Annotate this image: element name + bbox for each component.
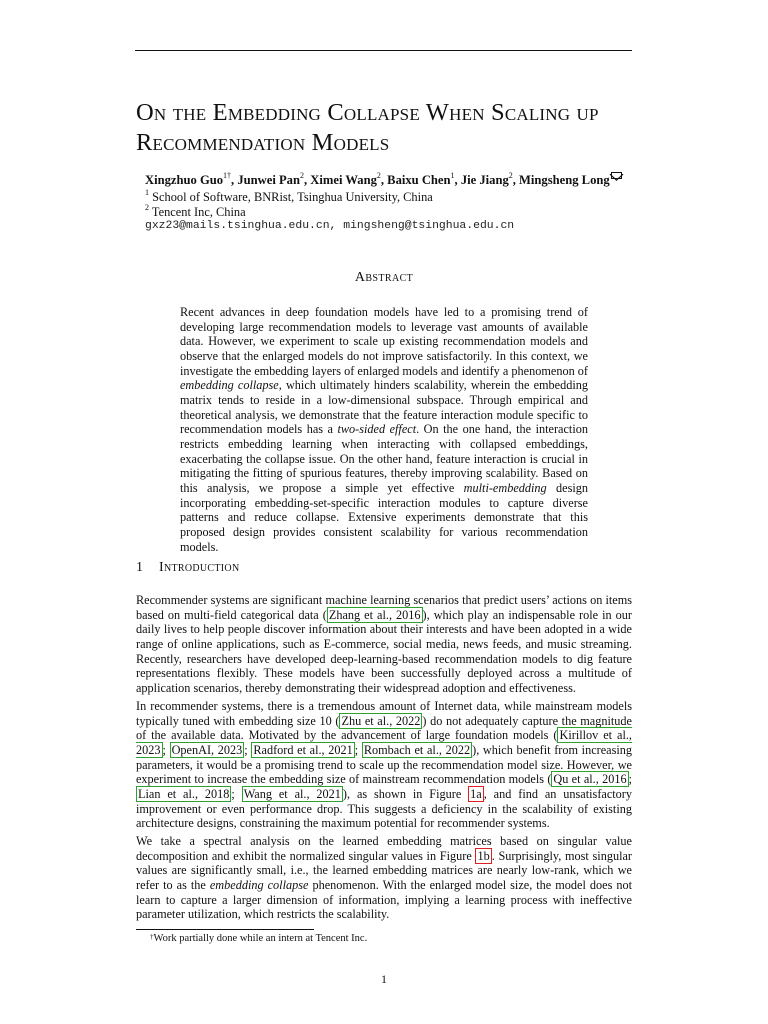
paragraph-text: ), which play an indispensable role in our daily lives to help people discover information about their interests and have been adopted in a wide range of online applications, such as E-commerce, social media, news feeds, and music streaming. Recently, researchers have developed deep-learning-based recommendation models to dig feature representations flexibly. These models have been successfully deployed across a multitude of application scenarios, thereby demonstrating their widespread adoption and effectiveness. — [136, 607, 632, 695]
citation-link[interactable]: Qu et al., 2016 — [553, 772, 627, 787]
author-sup: 1† — [223, 171, 232, 180]
section-title: Introduction — [159, 560, 240, 575]
author-name: Junwei Pan — [237, 173, 300, 187]
affiliation-2 — [145, 205, 246, 220]
author-name: Baixu Chen — [387, 173, 451, 187]
citation-link[interactable]: Radford et al., 2021 — [253, 742, 353, 757]
page-number: 1 — [381, 972, 387, 986]
paragraph-text: In recommender systems, there is a tremendous amount of Internet data, while mainstream models typically tuned with embedding size 10 ( — [136, 699, 632, 728]
paragraph-text: phenomenon. With the enlarged model size, the model does not learn to capture a larger dimension of information, implying a learning process with ineffective parameter utilization, which restricts the scalability. — [136, 877, 633, 922]
separator: ; — [244, 742, 252, 757]
citation-link[interactable]: Wang et al., 2021 — [243, 786, 341, 801]
citation-link[interactable]: OpenAI, 2023 — [171, 742, 243, 757]
figure-ref-link[interactable]: 1b — [477, 848, 490, 863]
citation-link[interactable]: Lian et al., 2018 — [138, 786, 230, 801]
citation-link[interactable]: Zhang et al., 2016 — [328, 607, 421, 622]
citation-link[interactable]: Rombach et al., 2022 — [363, 742, 471, 757]
separator: ; — [162, 742, 170, 757]
abstract-body — [180, 305, 588, 554]
affiliation-text: School of Software, BNRist, Tsinghua University, China — [152, 190, 433, 204]
author-name: Jie Jiang — [460, 173, 509, 187]
paragraph-emphasis: embedding collapse — [209, 877, 309, 892]
footnote-text: Work partially done while an intern at Tencent Inc. — [153, 933, 368, 944]
envelope-icon — [611, 172, 622, 179]
paragraph-text: ), which benefit from increasing parameters, it would be a promising trend to scale up the recommendation model size. However, we experiment to increase the embedding size of mainstream recommendation models ( — [136, 742, 633, 787]
abstract-text: , which ultimately hinders scalability, wherein the embedding matrix tends to reside in a low-dimensional subspace. Through empirical and theoretical analysis, we demonstrate that the feature interaction module specific to recommendation models has a — [180, 378, 588, 437]
affiliation-1 — [145, 190, 433, 205]
citation-link[interactable]: Kirillov et al., 2023 — [136, 728, 632, 757]
intro-paragraph-3 — [136, 834, 632, 922]
author-sup: 2 — [508, 171, 513, 180]
affiliation-text: Tencent Inc, China — [151, 205, 246, 219]
abstract-emphasis: multi-embedding — [463, 480, 547, 495]
paragraph-text: We take a spectral analysis on the learned embedding matrices based on singular value decomposition and exhibit the normalized singular values in Figure — [136, 834, 632, 863]
abstract-text: design incorporating embedding-set-specific interaction modules to capture diverse patterns and reduce collapse. Extensive experiments demonstrate that this proposed design provides consistent scalability for various recommendation models. — [180, 480, 589, 554]
author-sup: 1 — [450, 171, 455, 180]
affiliation-sup: 2 — [145, 203, 149, 212]
abstract-emphasis: two-sided effect — [337, 422, 417, 437]
footnote-mark: † — [150, 933, 154, 941]
abstract-emphasis: embedding collapse — [180, 378, 279, 393]
paragraph-text: ) do not adequately capture the magnitude of the available data. Motivated by the advancement of large foundation models ( — [136, 713, 632, 743]
paragraph-text: ), as shown in Figure — [342, 786, 469, 801]
section-heading — [136, 560, 239, 576]
abstract-heading: Abstract — [354, 270, 414, 285]
paragraph-text: , and find an unsatisfactory improvement or even performance drop. This suggests a deficiency in the scalability of existing architecture designs, constraining the maximum potential for recommender systems. — [136, 786, 633, 831]
abstract-text: Recent advances in deep foundation models have led to a promising trend of developing large recommendation models to leverage vast amounts of available data. However, we experiment to scale up existing recommendation models and observe that the enlarged models do not improve satisfactorily. In this context, we investigate the embedding layers of enlarged models and identify a phenomenon of — [180, 305, 588, 378]
citation-link[interactable]: Zhu et al., 2022 — [341, 713, 421, 728]
paper-title: On the Embedding Collapse When Scaling up Recommendation Models — [136, 99, 599, 156]
footnote-rule — [136, 929, 314, 930]
author-list: Xingzhuo Guo$^{1\dagger}$, Junwei Pan$^2$, Ximei Wang$^2$, Baixu Chen$^1$, Jie Jiang$^2$, Mingsheng Long — [145, 173, 622, 188]
paragraph-text: . Surprisingly, most singular values are significantly small, i.e., the learned embedding matrices are nearly low-rank, which we refer to as the — [136, 848, 632, 892]
figure-ref-link[interactable]: 1a — [470, 786, 482, 801]
paragraph-text: Recommender systems are significant machine learning scenarios that predict users’ actions on items based on multi-field categorical data ( — [136, 593, 632, 622]
header-rule — [135, 50, 632, 51]
author-sup: 2 — [299, 171, 304, 180]
author-name: Ximei Wang — [310, 173, 377, 187]
author-name: Xingzhuo Guo — [145, 173, 224, 187]
author-sup: 2 — [376, 171, 381, 180]
affiliation-sup: 1 — [145, 188, 149, 197]
intro-paragraph-1 — [136, 593, 632, 696]
footnote — [150, 933, 367, 944]
author-emails: gxz23@mails.tsinghua.edu.cn, mingsheng@tsinghua.edu.cn — [145, 220, 515, 232]
section-number: 1 — [136, 560, 143, 575]
separator: ; — [628, 772, 633, 787]
intro-paragraph-2 — [136, 699, 632, 831]
separator: ; — [354, 742, 362, 757]
separator: ; — [231, 786, 242, 801]
abstract-text: . On the one hand, the interaction restricts embedding learning when interacting with collapsed embeddings, exacerbating the collapse issue. On the other hand, feature interaction is crucial in mitigating the fitting of spurious features, thereby improving scalability. Based on this analysis, we propose a simple yet effective — [180, 422, 588, 495]
author-name: Mingsheng Long — [519, 173, 610, 187]
